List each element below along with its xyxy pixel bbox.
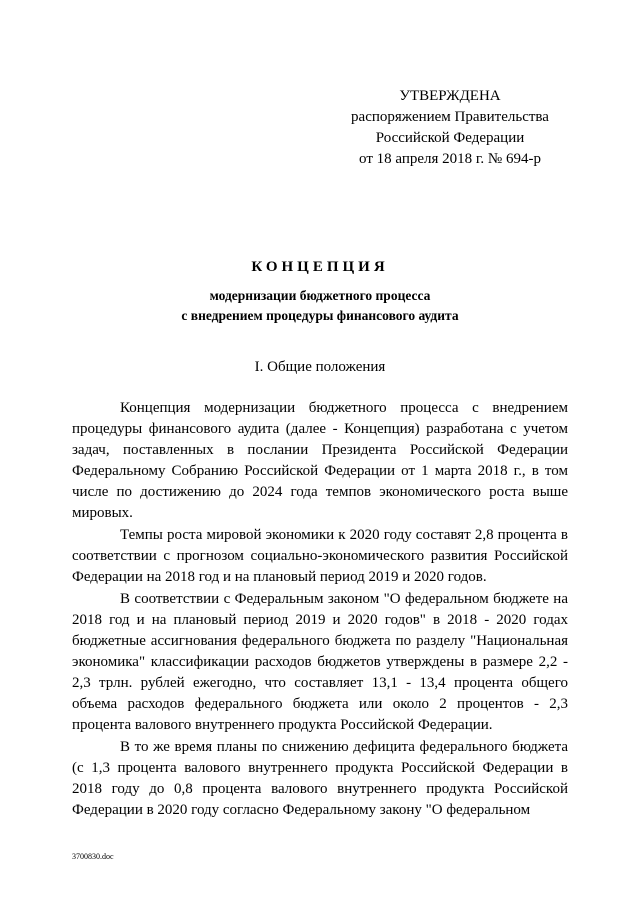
paragraph-3: В соответствии с Федеральным законом "О федеральном бюджете на 2018 год и на плановый период 2019 и 2020 годов" в 2018 - 2020 годах бюджетные ассигнования федерального бюджета по разделу "Национальная экономика" классификации расходов бюджетов утверждены в размере 2,2 - 2,3 трлн. рублей ежегодно, что составляет 13,1 - 13,4 процента общего объема расходов федерального бюджета или около 2 процентов - 2,3 процента валового внутреннего продукта Российской Федерации. [72,591,568,733]
approval-country: Российской Федерации [375,130,525,146]
approval-authority: распоряжением Правительства [351,109,549,125]
subtitle-line-1: модернизации бюджетного процесса [209,288,431,303]
file-name-footer: 3700830.doc [72,852,114,861]
approval-status: УТВЕРЖДЕНА [399,88,501,104]
document-body [72,398,568,821]
approval-date-number: от 18 апреля 2018 г. № 694-р [359,151,541,167]
document-title: КОНЦЕПЦИЯ [251,259,389,275]
document-subtitle [0,286,640,326]
paragraph-1: Концепция модернизации бюджетного процесса с внедрением процедуры финансового аудита (далее - Концепция) разработана с учетом задач, поставленных в послании Президента Российской Федерации Федеральному Собранию Российской Федерации от 1 марта 2018 г., в том числе по достижению до 2024 года темпов экономического роста выше мировых. [72,400,568,521]
paragraph-2: Темпы роста мировой экономики к 2020 году составят 2,8 процента в соответствии с прогнозом социально-экономического развития Российской Федерации на 2018 год и на плановый период 2019 и 2020 годов. [72,527,568,585]
section-heading: I. Общие положения [254,359,386,375]
approval-block [330,86,570,170]
subtitle-line-2: с внедрением процедуры финансового аудита [181,308,459,323]
paragraph-4: В то же время планы по снижению дефицита федерального бюджета (с 1,3 процента валового внутреннего продукта Российской Федерации в 2018 году до 0,8 процента валового внутреннего продукта Российской Федерации в 2020 году согласно Федеральному закону "О федеральном [72,739,568,818]
